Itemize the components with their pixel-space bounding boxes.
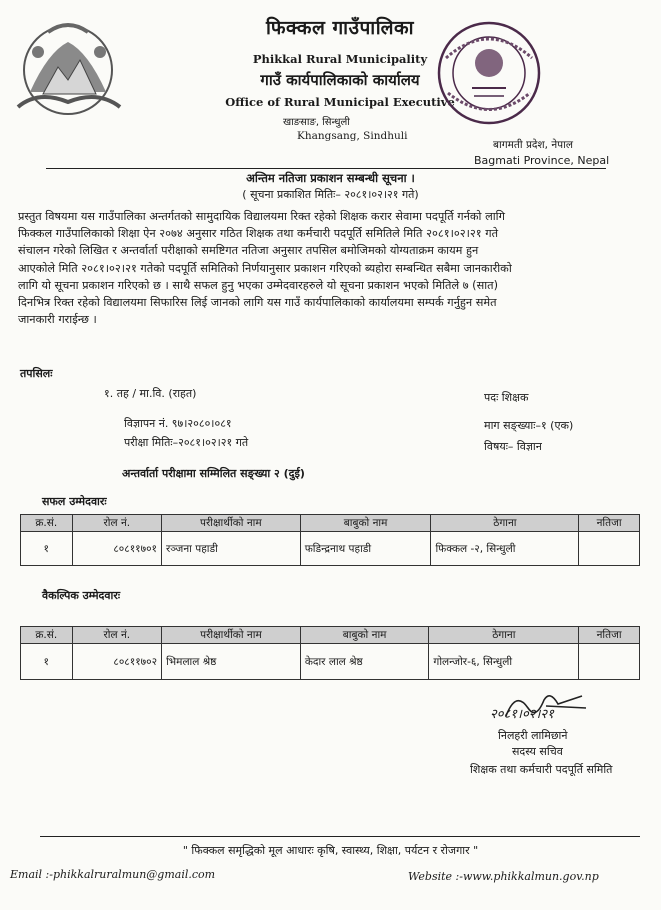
org-name-nepali: फिक्कल गाउँपालिका: [265, 17, 415, 39]
col-header: क्र.सं.: [21, 627, 73, 644]
office-seal-icon: [434, 18, 544, 128]
col-header: नतिजा: [579, 627, 640, 644]
successful-table: [20, 514, 640, 566]
col-header: परीक्षार्थीको नाम: [162, 627, 301, 644]
details-label: तपसिलः: [20, 367, 53, 380]
cell-sn: १: [21, 644, 73, 680]
body-line: प्रस्तुत विषयमा यस गाउँपालिका अन्तर्गतको सामुदायिक विद्यालयमा रिक्त रहेको शिक्षक करार सेवामा पदपूर्ति गर्नको लागि: [18, 210, 505, 223]
exam-date: परीक्षा मितिः–२०८१।०२।२१ गते: [124, 436, 249, 449]
col-header: ठेगाना: [431, 515, 579, 532]
body-line: जानकारी गराईन्छ ।: [18, 313, 97, 327]
notice-title: अन्तिम नतिजा प्रकाशन सम्बन्धी सूचना ।: [246, 171, 415, 185]
province-english: Bagmati Province, Nepal: [474, 154, 610, 167]
demand-count: माग सङ्ख्याः–१ (एक): [484, 419, 574, 432]
cell-father: केदार लाल श्रेष्ठ: [300, 644, 429, 680]
advertisement-number: विज्ञापन नं. ९७।२०८०।०८१: [124, 417, 232, 430]
cell-address: फिक्कल -२, सिन्धुली: [431, 532, 579, 566]
col-header: क्र.सं.: [21, 515, 73, 532]
cell-father: फडिन्द्रनाथ पहाडी: [300, 532, 431, 566]
table-header-row: [21, 627, 640, 644]
cell-name: भिमलाल श्रेष्ठ: [162, 644, 301, 680]
cell-name: रञ्जना पहाडी: [162, 532, 301, 566]
footer-divider: [40, 836, 640, 837]
body-line: दिनभित्र रिक्त रहेको विद्यालयमा सिफारिस लिई जानको लागि यस गाउँ कार्यपालिकाको कार्यालयमा सम्पर्क गर्नुहुन समेत: [18, 296, 497, 310]
signature-date: २०८१।०२।२१: [490, 707, 554, 722]
table-row: [21, 532, 640, 566]
cell-roll: ८०८११७०२: [72, 644, 161, 680]
cell-result: [579, 532, 640, 566]
col-header: ठेगाना: [429, 627, 579, 644]
address-nepali: खाङसाङ, सिन्धुली: [283, 117, 350, 128]
alternate-table: [20, 626, 640, 680]
footer-motto: " फिक्कल समृद्धिको मूल आधारः कृषि, स्वास्थ्य, शिक्षा, पर्यटन र रोजगार ": [182, 844, 479, 857]
body-line: फिक्कल गाउँपालिकाको शिक्षा ऐन २०७४ अनुसार गठित शिक्षक तथा कर्मचारी पदपूर्ति समितिले मिति २०८१।०२।२१ गते: [18, 227, 499, 241]
col-header: रोल नं.: [72, 627, 161, 644]
cell-roll: ८०८११७०१: [72, 532, 161, 566]
footer-email: Email :-phikkalruralmun@gmail.com: [10, 868, 216, 881]
col-header: रोल नं.: [72, 515, 161, 532]
address-english: Khangsang, Sindhuli: [297, 130, 408, 142]
col-header: परीक्षार्थीको नाम: [162, 515, 301, 532]
footer-website: Website :-www.phikkalmun.gov.np: [408, 870, 599, 883]
office-name-english: Office of Rural Municipal Executive: [225, 95, 455, 109]
post-text: पदः शिक्षक: [484, 391, 529, 404]
col-header: बाबुको नाम: [300, 627, 429, 644]
level-text: १. तह / मा.वि. (राहत): [104, 387, 197, 400]
table-header-row: [21, 515, 640, 532]
col-header: बाबुको नाम: [300, 515, 431, 532]
notice-published-date: ( सूचना प्रकाशित मितिः– २०८१।०२।२१ गते): [242, 188, 419, 201]
province-nepali: बागमती प्रदेश, नेपाल: [493, 139, 573, 151]
signatory-role: सदस्य सचिव: [512, 745, 563, 758]
cell-result: [579, 644, 640, 680]
nepal-emblem-icon: [8, 12, 128, 122]
signatory-committee: शिक्षक तथा कर्मचारी पदपूर्ति समिति: [470, 763, 613, 776]
org-name-english: Phikkal Rural Municipality: [252, 52, 428, 66]
table-row: [21, 644, 640, 680]
col-header: नतिजा: [579, 515, 640, 532]
signatory-name: निलहरी लामिछाने: [498, 729, 568, 742]
office-name-nepali: गाउँ कार्यपालिकाको कार्यालय: [260, 71, 420, 89]
interview-count: अन्तर्वार्ता परीक्षामा सम्मिलित सङ्ख्या २ (दुई): [122, 467, 305, 480]
header-divider: [46, 168, 606, 169]
cell-sn: १: [21, 532, 73, 566]
alternate-title: वैकल्पिक उम्मेदवारः: [42, 589, 121, 602]
body-line: लागि यो सूचना प्रकाशन गरिएको छ । साथै सफल हुनु भएका उम्मेदवारहरुले यो सूचना प्रकाशन भएको मितिले ७ (सात): [18, 278, 498, 292]
subject-text: विषयः– विज्ञान: [484, 440, 542, 453]
cell-address: गोलन्जोर-६, सिन्धुली: [429, 644, 579, 680]
body-line: संचालन गरेको लिखित र अन्तर्वार्ता परीक्षाको समष्टिगत नतिजा अनुसार तपसिल बमोजिमको योग्यताक्रम कायम हुन: [18, 244, 479, 258]
body-line: आएकोले मिति २०८१।०२।२१ गतेको पदपूर्ति समितिको निर्णयानुसार प्रकाशन गरिएको ब्यहोरा सम्बन्धित सबैमा जानकारीको: [18, 261, 512, 275]
notice-body: [18, 208, 642, 328]
successful-title: सफल उम्मेदवारः: [42, 495, 107, 508]
